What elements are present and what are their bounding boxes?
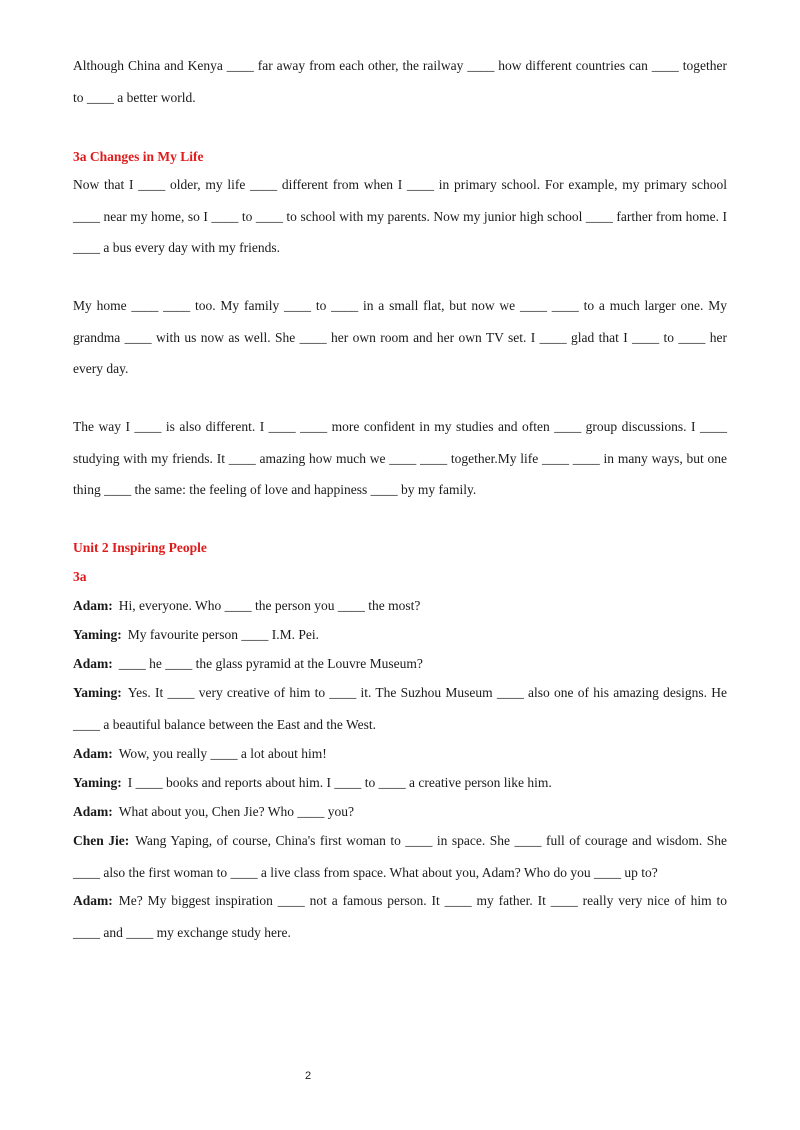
- dialogue-line: [73, 648, 727, 680]
- dialogue-line: [73, 767, 727, 799]
- speaker-label: Yaming:: [73, 685, 122, 700]
- speaker-label: Adam:: [73, 598, 113, 613]
- dialogue-line: [73, 619, 727, 651]
- dialogue-line: [73, 738, 727, 770]
- dialogue-text: Wang Yaping, of course, China's first woman to ____ in space. She ____ full of courage and wisdom. She ____ also the first woman to ____ a live class from space. What about you, Adam? Who do you ____ up to?: [73, 833, 728, 880]
- speaker-label: Yaming:: [73, 775, 122, 790]
- unit-heading: Unit 2 Inspiring People: [73, 540, 207, 555]
- dialogue-text: Hi, everyone. Who ____ the person you ____ the most?: [118, 598, 421, 613]
- page-number: 2: [304, 1070, 312, 1082]
- unit-subheading: 3a: [73, 569, 87, 584]
- dialogue-text: Wow, you really ____ a lot about him!: [118, 746, 327, 761]
- changes-paragraph-1: Now that I ____ older, my life ____ different from when I ____ in primary school. For example, my primary school ____ near my home, so I ____ to ____ to school with my parents. Now my junior high school ____ farther from home. I ____ a bus every day with my friends.: [73, 177, 727, 255]
- changes-paragraph-2: My home ____ ____ too. My family ____ to ____ in a small flat, but now we ____ ____ to a much larger one. My grandma ____ with us now as well. She ____ her own room and her own TV set. I ____ glad that I ____ to ____ her every day.: [73, 298, 727, 376]
- intro-paragraph: Although China and Kenya ____ far away from each other, the railway ____ how different countries can ____ together to ____ a better world.: [73, 58, 727, 105]
- speaker-label: Adam:: [73, 656, 113, 671]
- dialogue-text: Me? My biggest inspiration ____ not a famous person. It ____ my father. It ____ really very nice of him to ____ and ____ my exchange study here.: [73, 893, 727, 940]
- dialogue-text: What about you, Chen Jie? Who ____ you?: [118, 804, 354, 819]
- dialogue-line: [73, 796, 727, 828]
- dialogue-text: My favourite person ____ I.M. Pei.: [127, 627, 319, 642]
- section-heading-changes: 3a Changes in My Life: [73, 149, 204, 164]
- speaker-label: Adam:: [73, 893, 113, 908]
- dialogue-line: [73, 825, 727, 888]
- speaker-label: Chen Jie:: [73, 833, 130, 848]
- speaker-label: Adam:: [73, 746, 113, 761]
- dialogue-line: [73, 590, 727, 622]
- speaker-label: Adam:: [73, 804, 113, 819]
- speaker-label: Yaming:: [73, 627, 122, 642]
- dialogue-line: [73, 885, 727, 948]
- dialogue-line: [73, 677, 727, 740]
- changes-paragraph-3: The way I ____ is also different. I ____ ____ more confident in my studies and often ____ group discussions. I ____ studying with my friends. It ____ amazing how much we ____ ____ together.My life ____ ____ in many ways, but one thing ____ the same: the feeling of love and happiness ____ by my family.: [73, 419, 727, 497]
- dialogue-text: I ____ books and reports about him. I ____ to ____ a creative person like him.: [127, 775, 552, 790]
- dialogue-text: Yes. It ____ very creative of him to ____ it. The Suzhou Museum ____ also one of his amazing designs. He ____ a beautiful balance between the East and the West.: [73, 685, 727, 732]
- dialogue-text: ____ he ____ the glass pyramid at the Louvre Museum?: [118, 656, 423, 671]
